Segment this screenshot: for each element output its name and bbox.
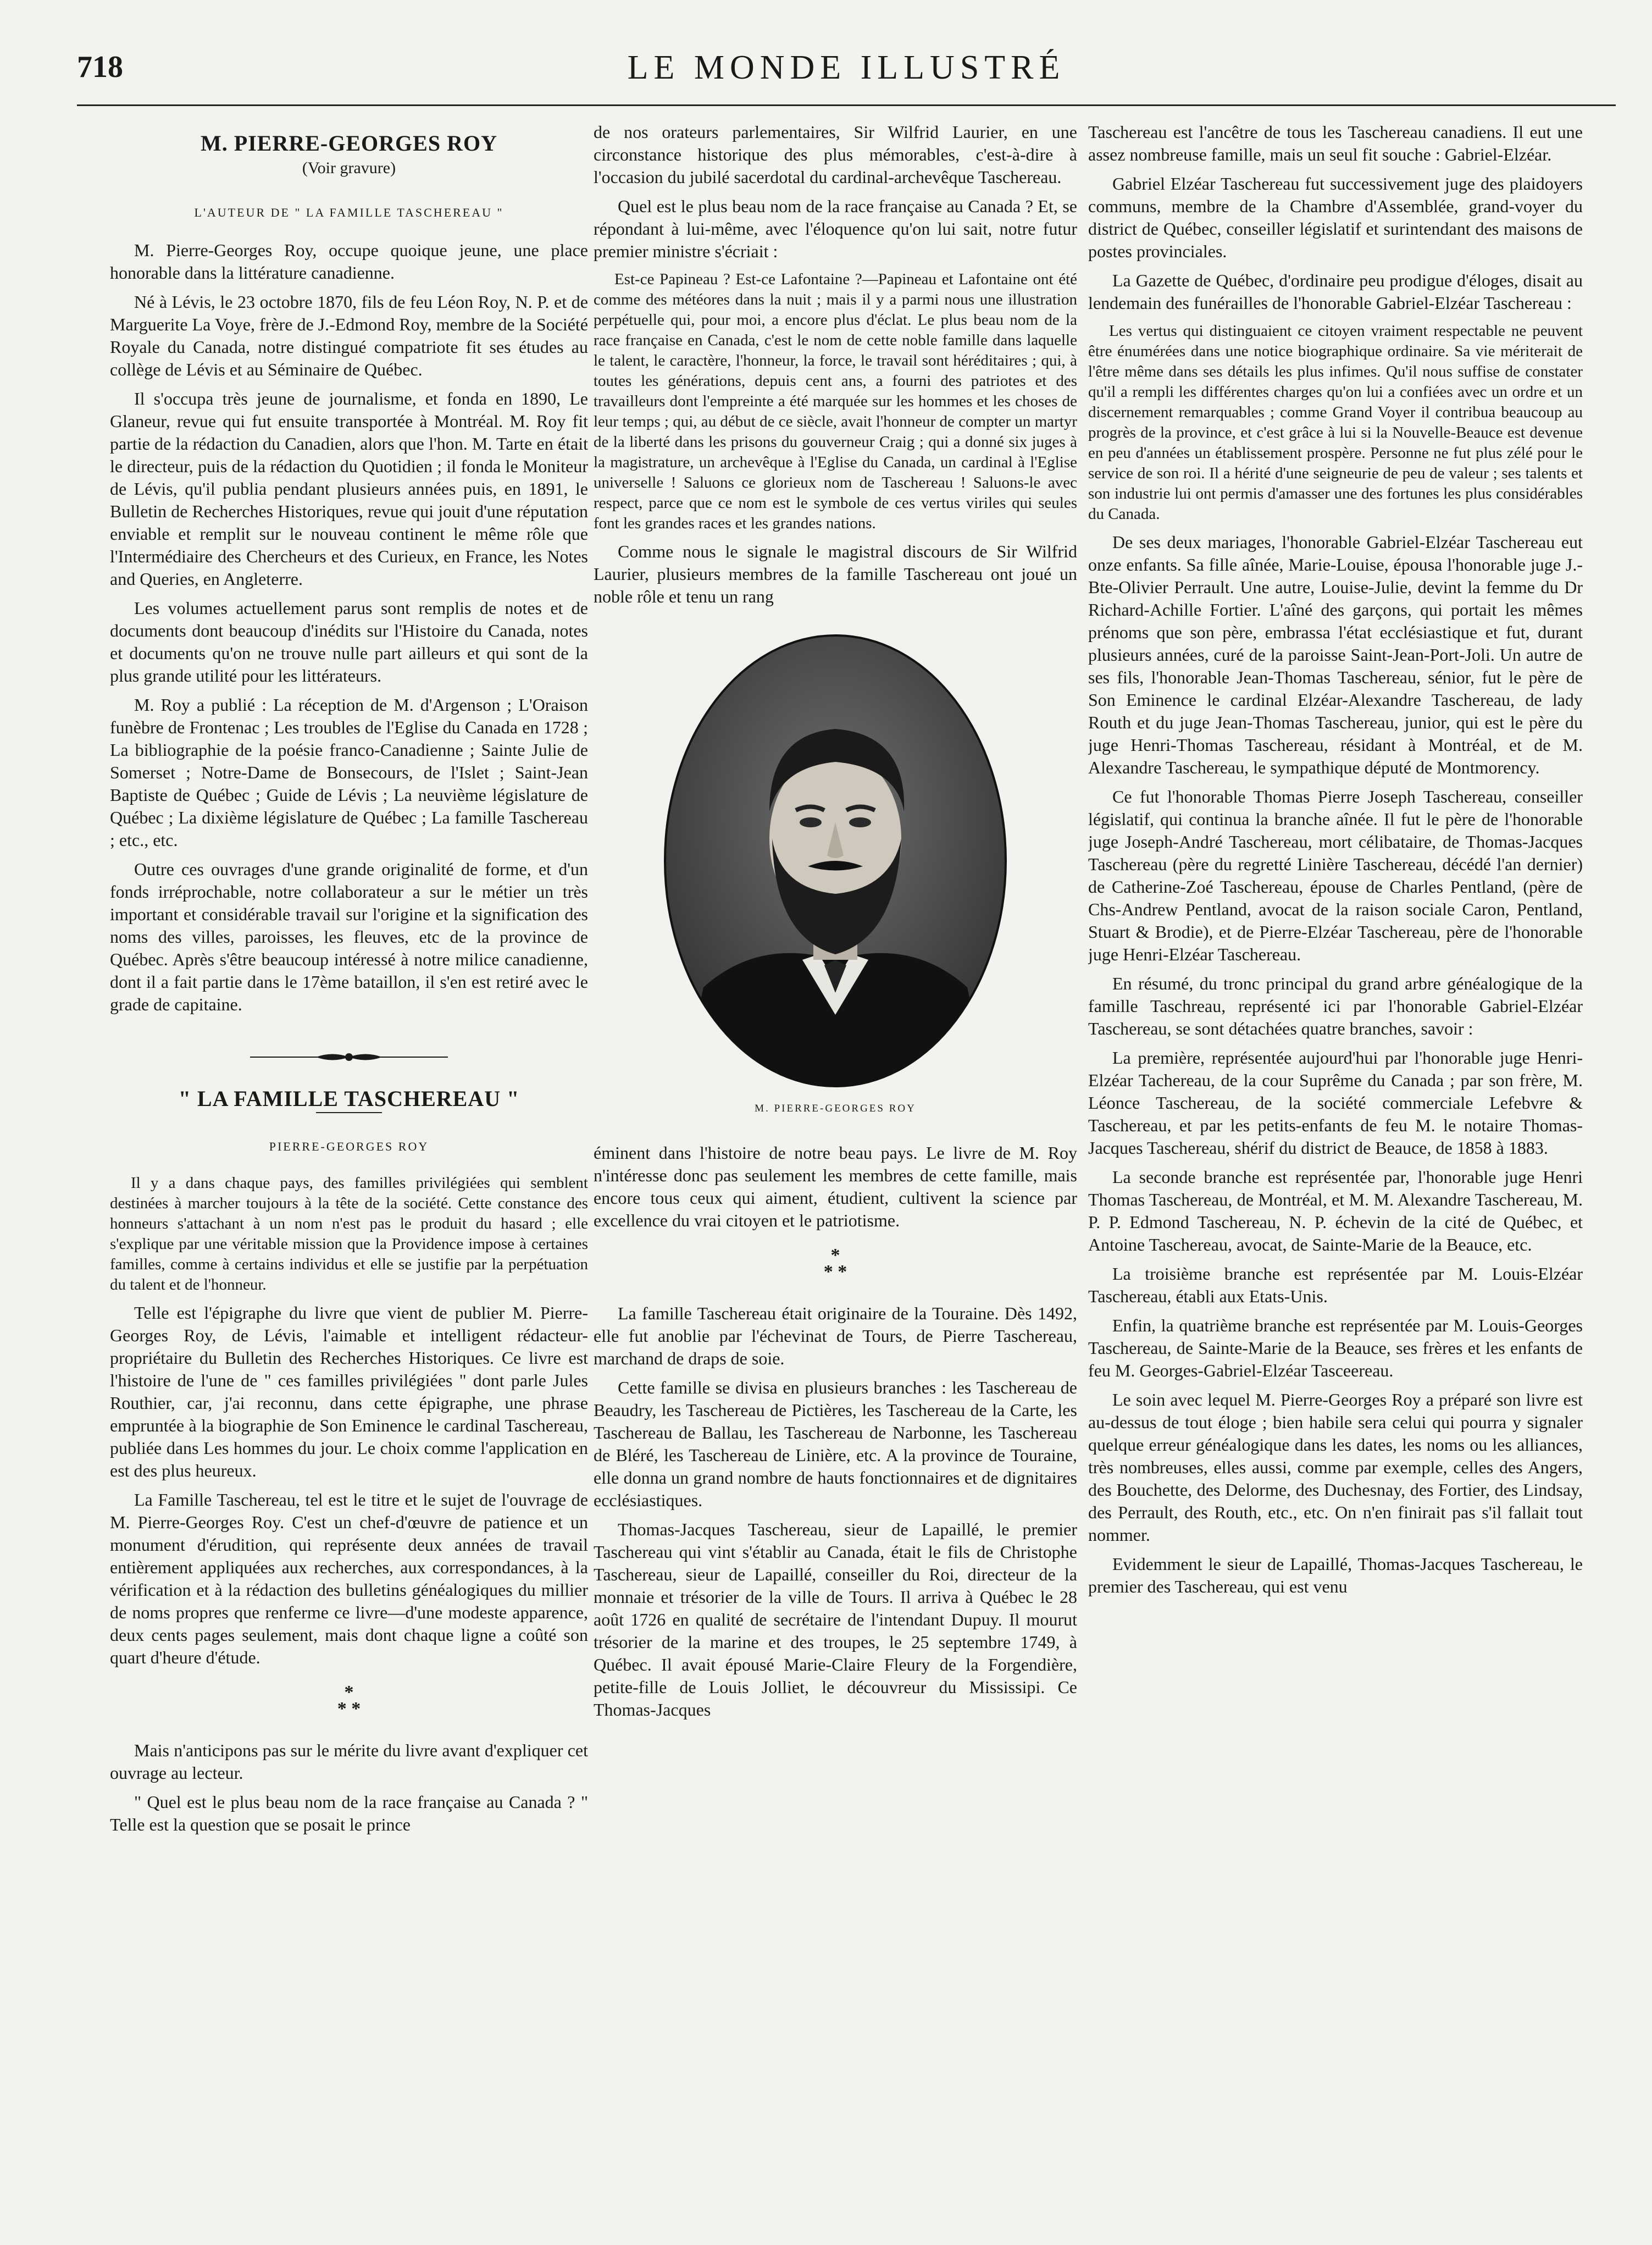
- publication-title: LE MONDE ILLUSTRÉ: [627, 49, 1066, 86]
- paragraph: Mais n'anticipons pas sur le mérite du livre avant d'expliquer cet ouvrage au lecteur.: [110, 1740, 588, 1783]
- ornament-divider-icon: [250, 1049, 448, 1065]
- page-number: 718: [77, 50, 123, 84]
- paragraph: de nos orateurs parlementaires, Sir Wilfrid Laurier, en une circonstance historique des plus mémorables, c'est-à-dire à l'occasion du jubilé sacerdotal du cardinal-archevêque Taschereau.: [594, 122, 1077, 187]
- paragraph: " Quel est le plus beau nom de la race française au Canada ? " Telle est la question que se posait le prince: [110, 1792, 588, 1834]
- paragraph: Il s'occupa très jeune de journalisme, et fonda en 1890, Le Glaneur, revue qui fut ensuite transportée à Montréal. M. Roy fit partie de la rédaction du Canadien, alors que l'hon. M. Tarte en était le directeur, puis de la rédaction du Quotidien ; il fonda le Moniteur de Lévis, qu'il publia pendant plusieurs années puis, en 1891, le Bulletin de Recherches Historiques, revue qui jouit d'une réputation enviable et remplit sur le nouveau continent le même rôle que l'Intermédiaire des Chercheurs et des Curieux, en France, les Notes and Queries, en Angleterre.: [110, 389, 588, 589]
- paragraph: Telle est l'épigraphe du livre que vient de publier M. Pierre-Georges Roy, de Lévis, l'aimable et intelligent rédacteur-propriétaire du Bulletin des Recherches Historiques. Ce livre est l'histoire de l'une de " ces familles privilégiées " dont parle Jules Routhier, car, j'ai reconnu, dans cette épigraphe, une phrase empruntée à la biographie de Son Eminence le cardinal Taschereau, publiée dans Les hommes du jour. Le choix comme l'application en est des plus heureux.: [110, 1303, 588, 1480]
- asterism-icon: * * *: [823, 1245, 847, 1282]
- portrait-caption: M. PIERRE-GEORGES ROY: [755, 1103, 916, 1114]
- paragraph: De ses deux mariages, l'honorable Gabriel-Elzéar Taschereau eut onze enfants. Sa fille aînée, Marie-Louise, épousa l'honorable juge J.-Bte-Olivier Perrault. Une autre, Louise-Julie, devint la femme du Dr Richard-Achille Fortier. L'aîné des garçons, qui portait les mêmes prénoms que son père, embrassa l'état ecclésiastique et fut, durant plusieurs années, curé de la paroisse Saint-Jean-Port-Joli. Un autre de ses fils, l'honorable Jean-Thomas Taschereau, sénior, fut le père de Son Eminence le cardinal Elzéar-Alexandre Taschereau, de lady Routh et du juge Jean-Thomas Taschereau, junior, qui est le père du juge Henri-Thomas Taschereau, résidant à Montréal, et de M. Alexandre Taschereau, le sympathique député de Montmorency.: [1088, 532, 1583, 777]
- page-header: [77, 44, 1616, 106]
- article-subtitle: (Voir gravure): [302, 159, 396, 177]
- portrait-icon: [659, 630, 1011, 1092]
- paragraph: La première, représentée aujourd'hui par l'honorable juge Henri-Elzéar Tachereau, de la cour Suprême du Canada ; par son frère, M. Léonce Taschereau, de la société commerciale Lefebvre & Taschereau, et par les petits-enfants de feu M. le notaire Thomas-Jacques Taschereau, shérif du district de Beauce, de 1858 à 1883.: [1088, 1048, 1583, 1158]
- paragraph: La troisième branche est représentée par M. Louis-Elzéar Taschereau, établi aux Etats-Unis.: [1088, 1264, 1583, 1306]
- article-title-taschereau: " LA FAMILLE TASCHEREAU ": [178, 1086, 520, 1111]
- paragraph: Né à Lévis, le 23 octobre 1870, fils de feu Léon Roy, N. P. et de Marguerite La Voye, frère de J.-Edmond Roy, membre de la Société Royale du Canada, notre distingué compatriote fit ses études au collège de Lévis et au Séminaire de Québec.: [110, 292, 588, 379]
- paragraph: Comme nous le signale le magistral discours de Sir Wilfrid Laurier, plusieurs membres de la famille Taschereau ont joué un noble rôle et tenu un rang: [594, 541, 1077, 606]
- paragraph: Ce fut l'honorable Thomas Pierre Joseph Taschereau, conseiller législatif, qui continua la branche aînée. Il fut le père de l'honorable juge Joseph-André Taschereau, mort célibataire, de Thomas-Jacques Taschereau (père du regretté Linière Taschereau, décédé l'an dernier) de Catherine-Zoé Taschereau, épouse de Charles Pentland, (père de Chs-Andrew Pentland, avocat de la raison sociale Caron, Pentland, Stuart & Brodie), et de Pierre-Elzéar Taschereau, père de l'honorable juge Henri-Elzéar Taschereau.: [1088, 787, 1583, 964]
- column-1: [110, 121, 588, 2221]
- paragraph: Thomas-Jacques Taschereau, sieur de Lapaillé, le premier Taschereau qui vint s'établir au Canada, était le fils de Christophe Taschereau, sieur de Lapaillé, conseiller du Roi, directeur de la monnaie et trésorier de la ville de Tours. Il arriva à Québec le 28 août 1726 en qualité de secrétaire de l'intendant Dupuy. Il mourut trésorier de la marine et des troupes, le 25 septembre 1749, à Québec. Il avait épousé Marie-Claire Fleury de la Forgendière, petite-fille de Louis Jolliet, le découvreur du Mississipi. Ce Thomas-Jacques: [594, 1519, 1077, 1719]
- paragraph: En résumé, du tronc principal du grand arbre généalogique de la famille Taschreau, représenté ici par l'honorable Gabriel-Elzéar Taschereau, se sont détachées quatre branches, savoir :: [1088, 974, 1583, 1038]
- gazette-quote: Les vertus qui distinguaient ce citoyen vraiment respectable ne peuvent être énumérées dans une notice biographique ordinaire. Sa vie mériterait de l'être même dans ses détails les plus infimes. Qu'il nous suffise de constater qu'il a rempli les différentes charges qu'on lui a confiées avec un ordre et un discernement remarquables ; comme Grand Voyer il contribua beaucoup au progrès de la province, et c'est grâce à lui si la Nouvelle-Beauce est devenue en peu d'années un établissement prospère. Personne ne fut plus zélé pour le service de son roi. Il a hérité d'une seigneurie de peu de valeur ; ses talents et son industrie lui ont permis d'amasser une des fortunes les plus considérables du Canada.: [1088, 322, 1583, 523]
- title-rule: [316, 1112, 382, 1113]
- paragraph: Quel est le plus beau nom de la race française au Canada ? Et, se répondant à lui-même, avec l'éloquence qu'on lui sait, notre futur premier ministre s'écriait :: [594, 196, 1077, 261]
- paragraph: Enfin, la quatrième branche est représentée par M. Louis-Georges Taschereau, de Sainte-Marie de la Beauce, ses frères et les enfants de feu M. Georges-Gabriel-Elzéar Tasceereau.: [1088, 1315, 1583, 1380]
- portrait-engraving: [659, 630, 1011, 1092]
- column-2: [594, 121, 1077, 2221]
- column-3: [1088, 121, 1583, 2221]
- paragraph: Cette famille se divisa en plusieurs branches : les Taschereau de Beaudry, les Taschereau de Pictières, les Taschereau de la Carte, les Taschereau de Ballau, les Taschereau de Narbonne, les Taschereau de Bléré, les Taschereau de Linière, etc. A la province de Touraine, elle donna un grand nombre de hauts fonctionnaires et de dignitaires ecclésiastiques.: [594, 1378, 1077, 1510]
- paragraph: Taschereau est l'ancêtre de tous les Taschereau canadiens. Il eut une assez nombreuse famille, mais un seul fit souche : Gabriel-Elzéar.: [1088, 122, 1583, 164]
- paragraph: La Gazette de Québec, d'ordinaire peu prodigue d'éloges, disait au lendemain des funérailles de l'honorable Gabriel-Elzéar Taschereau :: [1088, 270, 1583, 313]
- epigraph: Il y a dans chaque pays, des familles privilégiées qui semblent destinées à marcher toujours à la tête de la société. Cette constance des honneurs s'attachant à un nom n'est pas le produit du hasard ; elle s'explique par une véritable mission que la Providence impose à certaines familles, comme à certains individus et elle se justifie par la perpétuation du talent et de l'honneur.: [110, 1174, 588, 1293]
- paragraph: Evidemment le sieur de Lapaillé, Thomas-Jacques Taschereau, le premier des Taschereau, qui est venu: [1088, 1554, 1583, 1596]
- laurier-quote: Est-ce Papineau ? Est-ce Lafontaine ?—Papineau et Lafontaine ont été comme des météores dans la nuit ; mais il y a parmi nous une illustration perpétuelle qui, pour moi, a encore plus d'éclat. Le plus beau nom de la race française en Canada, c'est le nom de cette noble famille dans laquelle le talent, le caractère, l'honneur, la force, le travail sont héréditaires ; qui, à toutes les générations, depuis cent ans, a fourni des patriotes et des travailleurs dont l'empreinte a été marquée sur les hommes et les choses de leur temps ; qui, au début de ce siècle, avait l'honneur de compter un martyr de la liberté dans les prisons du gouverneur Craig ; qui a donné six juges à la magistrature, un archevêque à l'Eglise du Canada, un cardinal à l'Eglise universelle ! Saluons ce glorieux nom de Taschereau ! Saluons-le avec respect, parce que ce nom est le symbole de ces vertus viriles qui seules font les grandes races et les grandes nations.: [594, 270, 1077, 532]
- paragraph: La seconde branche est représentée par, l'honorable juge Henri Thomas Taschereau, de Montréal, et M. M. Alexandre Taschereau, M. P. P. Edmond Taschereau, N. P. échevin de la cité de Québec, et Antoine Taschereau, avocat, de Sainte-Marie de la Beauce, etc.: [1088, 1167, 1583, 1254]
- asterism-icon: * * *: [337, 1682, 361, 1719]
- article-title-roy: M. PIERRE-GEORGES ROY: [201, 131, 497, 156]
- paragraph: M. Pierre-Georges Roy, occupe quoique jeune, une place honorable dans la littérature canadienne.: [110, 240, 588, 283]
- paragraph: La Famille Taschereau, tel est le titre et le sujet de l'ouvrage de M. Pierre-Georges Roy. C'est un chef-d'œuvre de patience et un monument d'érudition, qui représente deux années de travail entièrement appliquées aux recherches, aux correspondances, à la vérification et à la rédaction des bulletins généalogiques du millier de noms propres que renferme ce livre—d'une modeste apparence, deux cents pages seulement, mais dont chaque ligne a coûté son quart d'heure d'étude.: [110, 1490, 588, 1667]
- paragraph: éminent dans l'histoire de notre beau pays. Le livre de M. Roy n'intéresse donc pas seulement les membres de cette famille, mais encore tous ceux qui aiment, étudient, cultivent la science par excellence du vrai citoyen et le patriotisme.: [594, 1143, 1077, 1230]
- article-author: PIERRE-GEORGES ROY: [269, 1140, 429, 1153]
- paragraph: La famille Taschereau était originaire de la Touraine. Dès 1492, elle fut anoblie par l'échevinat de Tours, de Pierre Taschereau, marchand de draps de soie.: [594, 1303, 1077, 1368]
- paragraph: Gabriel Elzéar Taschereau fut successivement juge des plaidoyers communs, membre de la Chambre d'Assemblée, grand-voyer du district de Québec, conseiller législatif et surintendant des maisons de postes provinciales.: [1088, 174, 1583, 261]
- paragraph: M. Roy a publié : La réception de M. d'Argenson ; L'Oraison funèbre de Frontenac ; Les troubles de l'Eglise du Canada en 1728 ; La bibliographie de la poésie franco-Canadienne ; Sainte Julie de Somerset ; Notre-Dame de Bonsecours, de l'Islet ; Saint-Jean Baptiste de Québec ; Guide de Lévis ; La neuvième législature de Québec ; La dixième législature de Québec ; La famille Taschereau ; etc., etc.: [110, 695, 588, 850]
- paragraph: Les volumes actuellement parus sont remplis de notes et de documents dont beaucoup d'inédits sur l'Histoire du Canada, notes et documents qu'on ne trouve nulle part ailleurs et qui sont de la plus grande utilité pour les littérateurs.: [110, 598, 588, 685]
- paragraph: Outre ces ouvrages d'une grande originalité de forme, et d'un fonds irréprochable, notre collaborateur a sur le métier un très important et considérable travail sur l'origine et la signification des noms des villes, paroisses, les fleuves, etc de la province de Québec. Après s'être beaucoup intéressé à notre milice canadienne, dont il a fait partie dans le 17ème bataillon, il s'en est retiré avec le grade de capitaine.: [110, 859, 588, 1014]
- paragraph: Le soin avec lequel M. Pierre-Georges Roy a préparé son livre est au-dessus de tout éloge ; bien habile sera celui qui pourra y signaler quelque erreur généalogique dans les dates, les noms ou les alliances, très nombreuses, elles aussi, comme par exemple, celles des Angers, des Bouchette, des Delorme, des Duchesnay, des Fortier, des Lindsay, des Perrault, des Routh, etc., etc. On n'en finirait pas s'il fallait tout nommer.: [1088, 1390, 1583, 1545]
- article-byline: L'AUTEUR DE " LA FAMILLE TASCHEREAU ": [194, 206, 504, 219]
